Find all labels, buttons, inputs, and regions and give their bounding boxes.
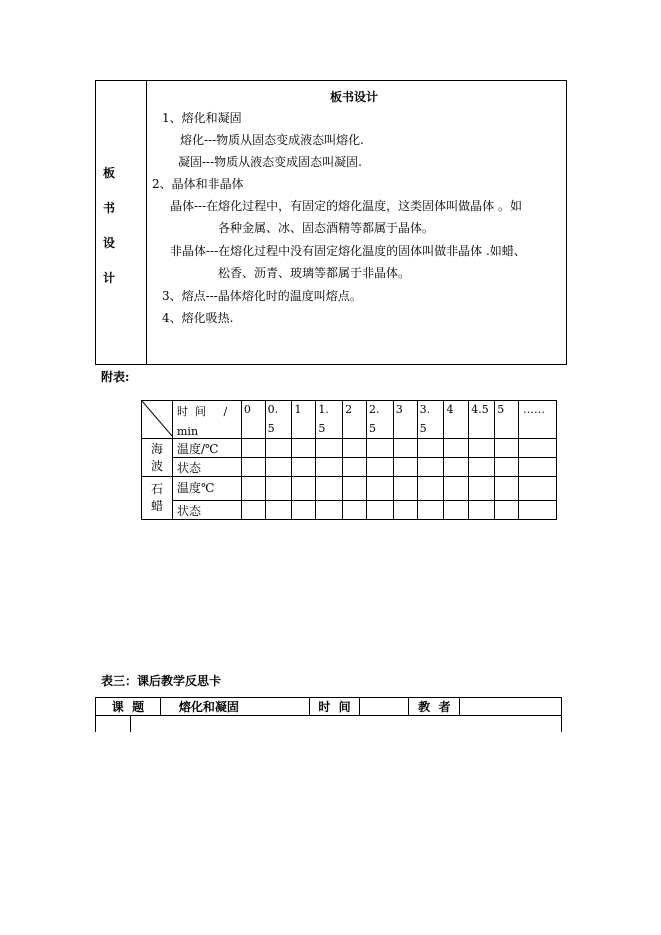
data-cell[interactable] xyxy=(393,501,417,520)
table-row xyxy=(96,716,562,732)
appendix-table xyxy=(141,400,557,520)
board-line: 熔化---物质从固态变成液态叫熔化. xyxy=(180,133,364,147)
diagonal-line xyxy=(142,401,172,436)
board-line: 各种金属、冰、固态酒精等都属于晶体。 xyxy=(218,221,435,235)
data-cell[interactable] xyxy=(366,501,393,520)
data-cell[interactable] xyxy=(366,477,393,501)
substance-char: 蜡 xyxy=(150,499,163,513)
card-empty-cell xyxy=(96,716,131,732)
time-col-top: 2 xyxy=(345,403,353,416)
time-header-label: 时 间 / xyxy=(177,405,228,418)
data-cell[interactable] xyxy=(393,439,417,458)
time-col-header xyxy=(241,401,265,439)
time-header-unit: min xyxy=(177,425,199,438)
data-cell[interactable] xyxy=(292,439,316,458)
data-cell[interactable] xyxy=(343,439,367,458)
time-col-header xyxy=(495,401,519,439)
time-col-top: 1 xyxy=(294,403,302,416)
appendix-label: 附表: xyxy=(101,370,130,384)
data-cell[interactable] xyxy=(469,501,495,520)
topic-label: 课 题 xyxy=(96,698,161,716)
data-cell[interactable] xyxy=(265,458,292,477)
data-cell[interactable] xyxy=(444,501,469,520)
time-col-top: 0 xyxy=(243,403,251,416)
time-col-top: 2. xyxy=(368,403,380,416)
data-cell[interactable] xyxy=(444,477,469,501)
time-col-header xyxy=(519,401,557,439)
data-cell[interactable] xyxy=(366,458,393,477)
board-line: 凝固---物质从液态变成固态叫凝固. xyxy=(178,155,362,169)
teacher-label: 教 者 xyxy=(409,698,460,716)
data-cell[interactable] xyxy=(343,477,367,501)
time-col-bottom: 5 xyxy=(368,422,376,435)
time-col-header xyxy=(265,401,292,439)
time-header-cell xyxy=(173,401,242,439)
time-col-top: 4 xyxy=(446,403,454,416)
data-cell[interactable] xyxy=(519,458,557,477)
time-col-header xyxy=(417,401,444,439)
data-cell[interactable] xyxy=(343,501,367,520)
substance-cell xyxy=(142,477,173,520)
time-col-header xyxy=(366,401,393,439)
data-cell[interactable] xyxy=(292,458,316,477)
time-col-top: 3 xyxy=(395,403,403,416)
data-cell[interactable] xyxy=(495,501,519,520)
data-cell[interactable] xyxy=(393,477,417,501)
substance-char: 海 xyxy=(150,441,163,456)
substance-cell xyxy=(142,439,173,477)
time-col-top: 5 xyxy=(497,403,505,416)
time-label: 时 间 xyxy=(309,698,360,716)
diagonal-header-cell xyxy=(142,401,173,439)
data-cell[interactable] xyxy=(265,501,292,520)
row-label: 温度/℃ xyxy=(173,439,242,458)
data-cell[interactable] xyxy=(519,501,557,520)
data-cell[interactable] xyxy=(495,477,519,501)
data-cell[interactable] xyxy=(469,477,495,501)
time-col-top: 1. xyxy=(318,403,329,416)
time-col-top: 0. xyxy=(267,403,279,416)
table-row xyxy=(142,401,557,439)
data-cell[interactable] xyxy=(241,477,265,501)
data-cell[interactable] xyxy=(444,458,469,477)
data-cell[interactable] xyxy=(495,439,519,458)
board-side-char: 设 xyxy=(102,236,115,250)
data-cell[interactable] xyxy=(316,477,343,501)
card-title: 表三：课后教学反思卡 xyxy=(101,674,222,688)
row-label: 状态 xyxy=(173,501,242,520)
board-line-heading-4: 4、熔化吸热. xyxy=(162,311,234,325)
teacher-value[interactable] xyxy=(460,698,562,716)
time-col-header xyxy=(393,401,417,439)
substance-char: 波 xyxy=(150,458,163,473)
row-label: 温度℃ xyxy=(173,477,242,501)
time-col-top: 4.5 xyxy=(471,403,489,416)
data-cell[interactable] xyxy=(417,477,444,501)
reflection-card-table xyxy=(95,697,562,732)
data-cell[interactable] xyxy=(417,439,444,458)
data-cell[interactable] xyxy=(469,458,495,477)
board-line: 非晶体---在熔化过程中没有固定熔化温度的固体叫做非晶体 .如蜡、 xyxy=(170,244,526,258)
time-col-header xyxy=(316,401,343,439)
table-row xyxy=(142,458,557,477)
time-col-header xyxy=(444,401,469,439)
board-title: 板书设计 xyxy=(330,90,379,104)
data-cell[interactable] xyxy=(316,501,343,520)
table-row xyxy=(142,477,557,501)
data-cell[interactable] xyxy=(292,501,316,520)
data-cell[interactable] xyxy=(417,458,444,477)
time-value[interactable] xyxy=(360,698,409,716)
board-line-heading-1: 1、熔化和凝固 xyxy=(162,111,242,125)
board-line: 松香、沥青、玻璃等都属于非晶体。 xyxy=(218,266,411,280)
data-cell[interactable] xyxy=(417,501,444,520)
substance-char: 石 xyxy=(150,482,163,496)
data-cell[interactable] xyxy=(316,439,343,458)
data-cell[interactable] xyxy=(393,458,417,477)
data-cell[interactable] xyxy=(241,439,265,458)
data-cell[interactable] xyxy=(469,439,495,458)
board-side-char: 计 xyxy=(102,271,115,285)
time-col-top: …… xyxy=(523,403,546,416)
table-row xyxy=(96,698,562,716)
data-cell[interactable] xyxy=(444,439,469,458)
data-cell[interactable] xyxy=(265,439,292,458)
time-col-bottom: 5 xyxy=(419,422,427,435)
row-label: 状态 xyxy=(173,458,242,477)
data-cell[interactable] xyxy=(519,439,557,458)
time-col-header xyxy=(343,401,367,439)
board-side-char: 书 xyxy=(102,201,115,215)
data-cell[interactable] xyxy=(519,477,557,501)
card-content-cell[interactable] xyxy=(130,716,561,732)
board-divider xyxy=(146,80,147,365)
data-cell[interactable] xyxy=(265,477,292,501)
data-cell[interactable] xyxy=(495,458,519,477)
time-col-top: 3. xyxy=(419,403,431,416)
board-side-char: 板 xyxy=(102,166,115,180)
data-cell[interactable] xyxy=(241,458,265,477)
time-col-header xyxy=(469,401,495,439)
table-row xyxy=(142,439,557,458)
board-line: 晶体---在熔化过程中，有固定的熔化温度，这类固体叫做晶体 。如 xyxy=(170,199,522,213)
board-line-heading-2: 2、晶体和非晶体 xyxy=(152,177,244,191)
time-col-header xyxy=(292,401,316,439)
data-cell[interactable] xyxy=(366,439,393,458)
table-row xyxy=(142,501,557,520)
board-line-heading-3: 3、熔点---晶体熔化时的温度叫熔点。 xyxy=(162,289,362,303)
time-col-bottom: 5 xyxy=(318,422,326,435)
data-cell[interactable] xyxy=(241,501,265,520)
data-cell[interactable] xyxy=(343,458,367,477)
data-cell[interactable] xyxy=(292,477,316,501)
time-col-bottom: 5 xyxy=(267,422,275,435)
topic-value: 熔化和凝固 xyxy=(160,698,309,716)
data-cell[interactable] xyxy=(316,458,343,477)
